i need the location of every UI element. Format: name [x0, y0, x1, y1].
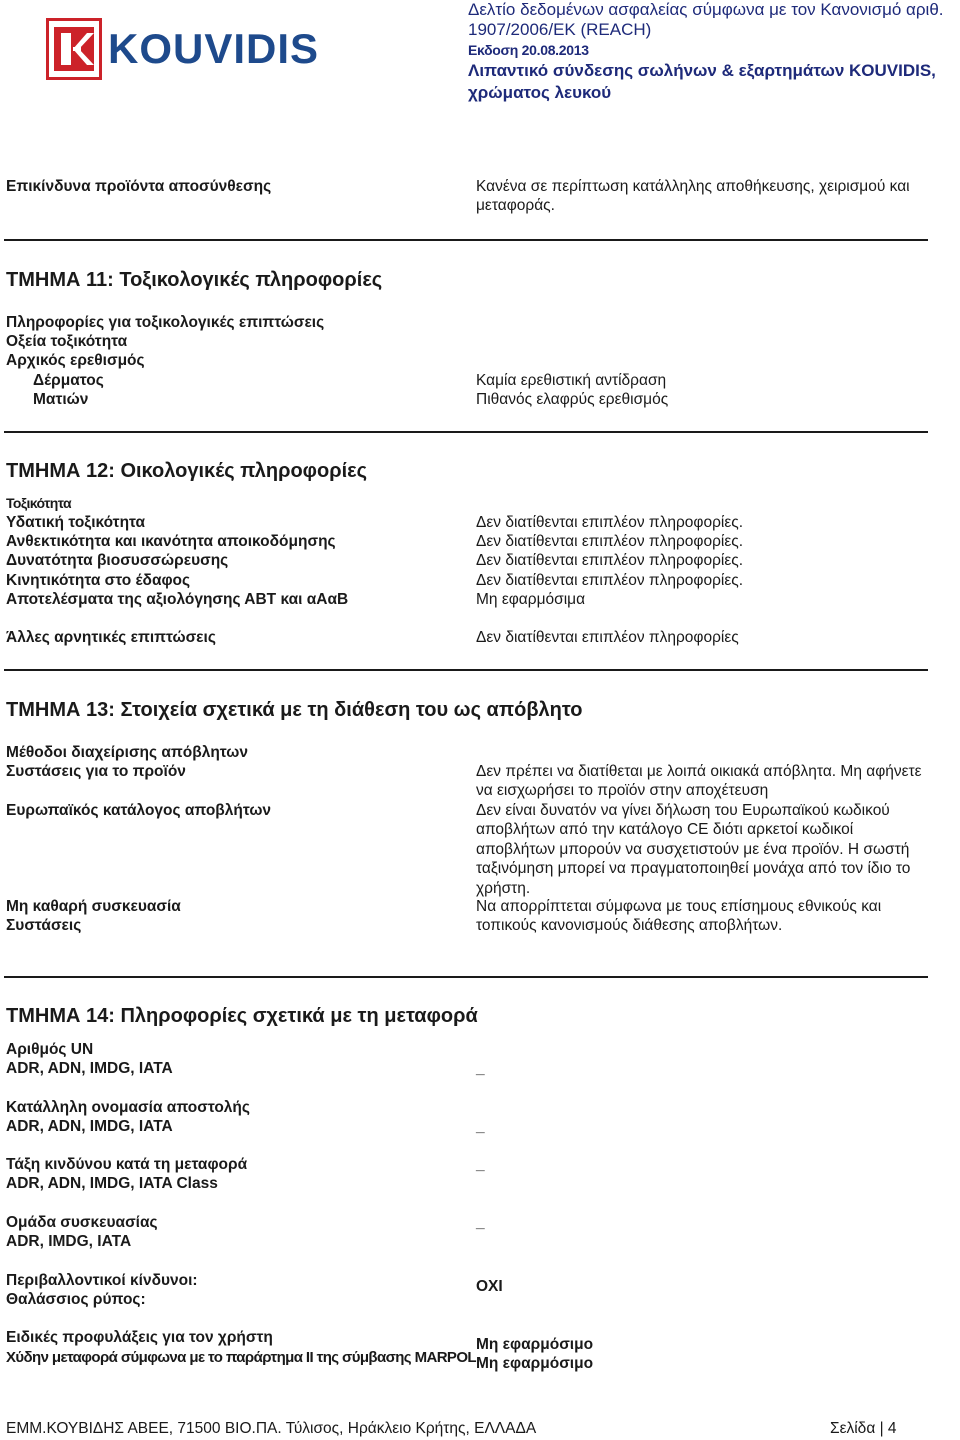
page-number: Σελίδα | 4	[830, 1420, 897, 1437]
doc-title-line2: 1907/2006/ΕΚ (REACH)	[468, 20, 652, 39]
product-reco-value: Δεν πρέπει να διατίθεται με λοιπά οικιακά απόβλητα. Μη αφήνετε να εισχωρήσει το προϊόν στην αποχέτευση	[476, 763, 922, 800]
section-divider	[4, 239, 928, 241]
decomposition-products-value-line2: μεταφοράς.	[476, 197, 555, 214]
decomposition-products-label: Επικίνδυνα προϊόντα αποσύνθεσης	[6, 178, 272, 195]
eco-row-label: Ανθεκτικότητα και ικανότητα αποικοδόμησης	[6, 533, 336, 550]
un-number-value: _	[476, 1060, 485, 1077]
section13-title: ΤΜΗΜΑ 13: Στοιχεία σχετικά με τη διάθεση του ως απόβλητο	[6, 699, 583, 721]
un-number-label: Αριθμός UN	[6, 1041, 94, 1058]
primary-irritation: Αρχικός ερεθισμός	[6, 352, 145, 369]
eu-waste-catalog-label: Ευρωπαϊκός κατάλογος αποβλήτων	[6, 802, 272, 819]
doc-title-line1: Δελτίο δεδομένων ασφαλείας σύμφωνα με τον Κανονισμό αριθ.	[468, 0, 944, 19]
toxicity-heading: Τοξικότητα	[6, 495, 71, 511]
eyes-label: Ματιών	[33, 391, 89, 408]
eco-row-value: Δεν διατίθενται επιπλέον πληροφορίες.	[476, 514, 744, 531]
decomposition-products-value-line1: Κανένα σε περίπτωση κατάλληλης αποθήκευσης, χειρισμού και	[476, 178, 910, 195]
packing-group-label: Ομάδα συσκευασίας	[6, 1214, 158, 1231]
section-divider	[4, 431, 928, 433]
eyes-value: Πιθανός ελαφρύς ερεθισμός	[476, 391, 669, 408]
shipping-name-value: _	[476, 1118, 485, 1135]
product-reco-label: Συστάσεις για το προϊόν	[6, 763, 186, 780]
acute-toxicity: Οξεία τοξικότητα	[6, 333, 128, 350]
company-logo-text: KOUVIDIS	[108, 25, 320, 72]
recommendations-value: Να απορρίπτεται σύμφωνα με τους επίσημους εθνικούς και τοπικούς κανονισμούς διάθεσης αποβλήτων.	[476, 898, 882, 935]
shipping-name-modes: ADR, ADN, IMDG, IATA	[6, 1118, 173, 1135]
hazard-class-modes: ADR, ADN, IMDG, IATA Class	[6, 1175, 218, 1192]
packing-group-modes: ADR, IMDG, IATA	[6, 1233, 132, 1250]
waste-methods: Μέθοδοι διαχείρισης απόβλητων	[6, 744, 248, 761]
other-effects-value: Δεν διατίθενται επιπλέον πληροφορίες	[476, 629, 739, 646]
marine-pollutant-label: Θαλάσσιος ρύπος:	[6, 1291, 146, 1308]
marine-pollutant-value: ΟΧΙ	[476, 1278, 503, 1295]
eco-row-value: Μη εφαρμόσιμα	[476, 591, 586, 608]
eu-waste-catalog-value: Δεν είναι δυνατόν να γίνει δήλωση του Ευρωπαϊκού κωδικού αποβλήτων από την κατάλογο CE διότι αρκετοί κωδικοί αποβλήτων μπορούν να συσχετιστούν με ένα προϊόν. Η σωστή ταξινόμηση μπορεί να πραγματοποιηθεί μονάχα από τον ίδιο το χρήστη.	[476, 802, 911, 897]
section11-title: ΤΜΗΜΑ 11: Τοξικολογικές πληροφορίες	[6, 269, 383, 291]
product-name-line1: Λιπαντικό σύνδεσης σωλήνων & εξαρτημάτων KOUVIDIS,	[468, 61, 936, 80]
recommendations-label: Συστάσεις	[6, 917, 82, 934]
logo-k-icon	[49, 21, 99, 77]
packing-group-value: _	[476, 1214, 485, 1231]
user-precautions-label: Ειδικές προφυλάξεις για τον χρήστη	[6, 1329, 273, 1346]
section12-title: ΤΜΗΜΑ 12: Οικολογικές πληροφορίες	[6, 460, 368, 482]
eco-row-value: Δεν διατίθενται επιπλέον πληροφορίες.	[476, 572, 744, 589]
un-number-modes: ADR, ADN, IMDG, IATA	[6, 1060, 173, 1077]
hazard-class-label: Τάξη κινδύνου κατά τη μεταφορά	[6, 1156, 248, 1173]
section-divider	[4, 976, 928, 978]
eco-row-label: Δυνατότητα βιοσυσσώρευσης	[6, 552, 229, 569]
footer-company: ΕΜΜ.ΚΟΥΒΙΔΗΣ ΑΒΕΕ, 71500 ΒΙΟ.ΠΑ. Τύλισος, Ηράκλειο Κρήτης, ΕΛΛΑΔΑ	[6, 1420, 537, 1437]
eco-row-label: Αποτελέσματα της αξιολόγησης ΑΒΤ και αΑαΒ	[6, 591, 349, 608]
bulk-transport-value: Μη εφαρμόσιμο	[476, 1355, 594, 1372]
bulk-transport-label: Χύδην μεταφορά σύμφωνα με το παράρτημα II της σύμβασης MARPOL	[6, 1349, 476, 1366]
eco-row-label: Υδατική τοξικότητα	[6, 514, 146, 531]
skin-value: Καμία ερεθιστική αντίδραση	[476, 372, 667, 389]
shipping-name-label: Κατάλληλη ονομασία αποστολής	[6, 1099, 250, 1116]
edition-date: Εκδοση 20.08.2013	[468, 42, 589, 58]
user-precautions-value: Μη εφαρμόσιμο	[476, 1336, 594, 1353]
eco-row-label: Κινητικότητα στο έδαφος	[6, 572, 191, 589]
eco-row-value: Δεν διατίθενται επιπλέον πληροφορίες.	[476, 552, 744, 569]
dirty-packaging-label: Μη καθαρή συσκευασία	[6, 898, 181, 915]
tox-effects-info: Πληροφορίες για τοξικολογικές επιπτώσεις	[6, 314, 325, 331]
section14-title: ΤΜΗΜΑ 14: Πληροφορίες σχετικά με τη μεταφορά	[6, 1005, 478, 1027]
section-divider	[4, 669, 928, 671]
skin-label: Δέρματος	[33, 372, 104, 389]
hazard-class-value: _	[476, 1156, 485, 1173]
eco-row-value: Δεν διατίθενται επιπλέον πληροφορίες.	[476, 533, 744, 550]
other-effects-label: Άλλες αρνητικές επιπτώσεις	[6, 629, 216, 646]
product-name-line2: χρώματος λευκού	[468, 83, 612, 102]
env-hazards-label: Περιβαλλοντικοί κίνδυνοι:	[6, 1272, 198, 1289]
company-logo-mark	[46, 18, 102, 80]
